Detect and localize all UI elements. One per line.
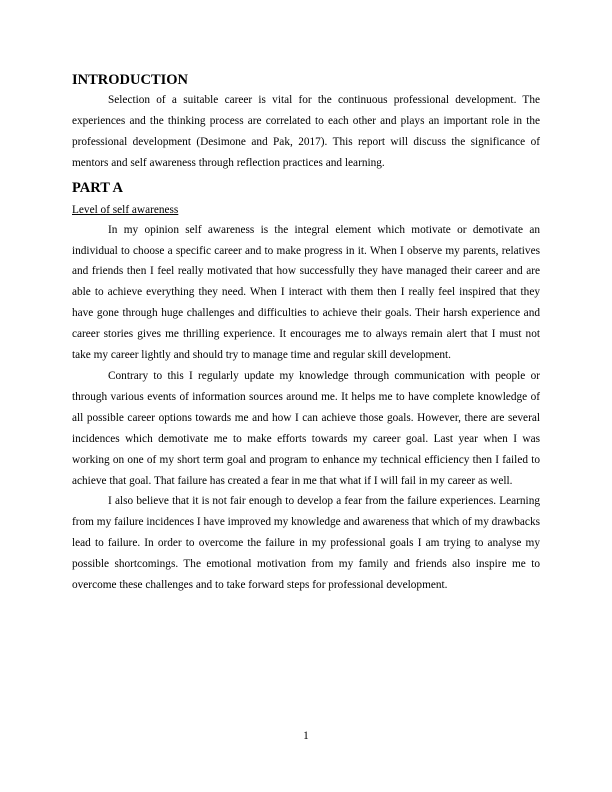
page-content: [72, 70, 540, 596]
introduction-paragraph: Selection of a suitable career is vital for the continuous professional development. The experiences and the thinking process are correlated to each other and plays an important role in the professional development (Desimone and Pak, 2017). This report will discuss the significance of mentors and self awareness through reflection practices and learning.: [72, 94, 540, 169]
part-a-paragraph-3: I also believe that it is not fair enough to develop a fear from the failure experiences. Learning from my failure incidences I have improved my knowledge and awareness that which of my drawbacks lead to failure. In order to overcome the failure in my professional goals I am trying to analyse my possible shortcomings. The emotional motivation from my family and friends also inspire me to overcome these challenges and to take forward steps for professional development.: [72, 495, 540, 592]
introduction-heading: INTRODUCTION: [72, 72, 189, 88]
part-a-paragraph-1: In my opinion self awareness is the integral element which motivate or demotivate an individual to choose a specific career and to make progress in it. When I observe my parents, relatives and friends then I feel really motivated that how successfully they have managed their career and are able to achieve everything they need. When I interact with them then I really feel inspired that they have gone through huge challenges and difficulties to achieve their goals. Their harsh experience and career stories gives me thrilling experience. It encourages me to always remain alert that I must not take my career lightly and should try to manage time and regular skill development.: [72, 223, 540, 362]
part-a-heading: PART A: [72, 179, 123, 196]
part-a-paragraph-2: Contrary to this I regularly update my knowledge through communication with people or through various events of information sources around me. It helps me to have complete knowledge of all possible career options towards me and how I can achieve those goals. However, there are several incidences which demotivate me to make efforts towards my career goal. Last year when I was working on one of my short term goal and program to enhance my technical efficiency then I failed to achieve that goal. That failure has created a fear in me that what if I will fail in my career as well.: [72, 369, 540, 487]
self-awareness-subheading: Level of self awareness: [72, 203, 179, 216]
page-number: 1: [303, 730, 309, 742]
